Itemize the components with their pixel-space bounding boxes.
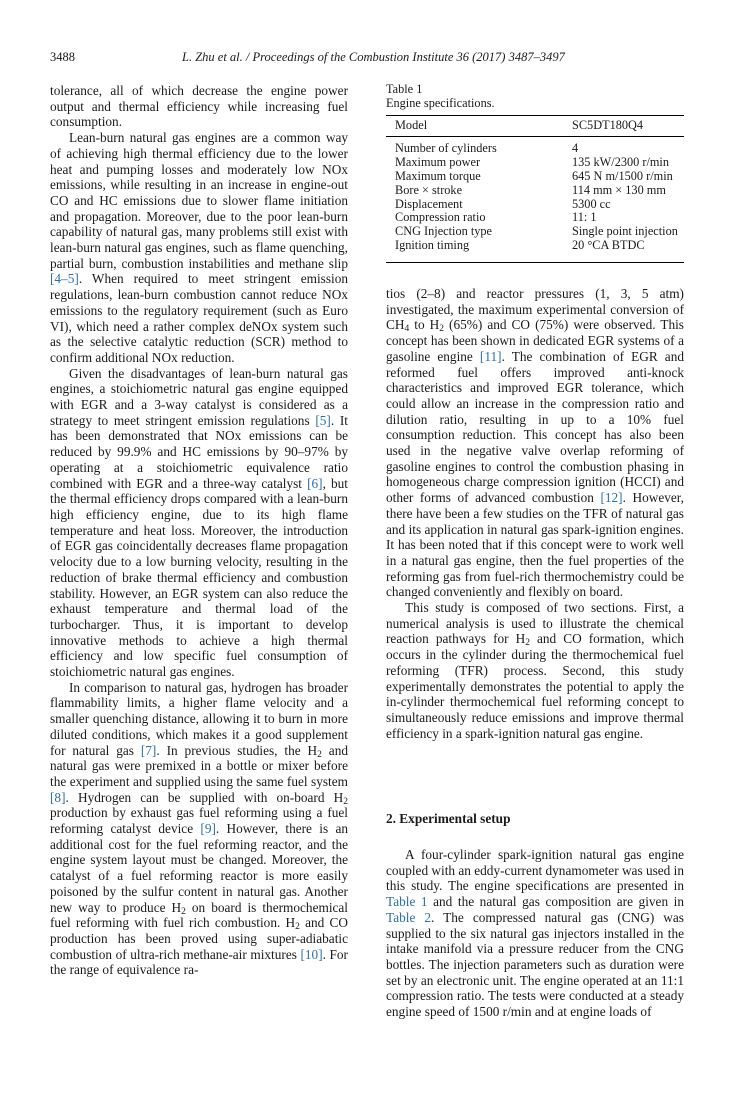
- column-header: SC5DT180Q4: [563, 116, 684, 137]
- citation-link[interactable]: Table 2: [386, 909, 432, 925]
- paragraph: Lean-burn natural gas engines are a common way of achieving high thermal efficiency due to the lower heat and pumping losses and moderately low NOx emissions, while resulting in an increase in engine-out CO and HC emissions due to slower flame initiation and propagation. Moreover, due to the poor lean-burn capability of natural gas, many problems still exist with lean-burn natural gas engines, such as flame quenching, partial burn, combustion instabilities and methane slip [4–5]. When required to meet stringent emission regulations, lean-burn combustion cannot reduce NOx emissions to the regulatory requirement (such as Euro VI), which need a rather complex deNOx system such as the selective catalytic reduction (SCR) method to confirm additional NOx reduction.: [50, 130, 348, 365]
- paragraph: Given the disadvantages of lean-burn natural gas engines, a stoichiometric natural gas engine equipped with EGR and a 3-way catalyst is considered as a strategy to meet stringent emission regulations [5]. It has been demonstrated that NOx emissions can be reduced by 99.9% and HC emissions by 90–97% by operating at a stoichiometric equivalence ratio combined with EGR and a three-way catalyst [6], but the thermal efficiency drops compared with a lean-burn high efficiency engine, due to its high flame temperature and heat loss. Moreover, the introduction of EGR gas coincidentally decreases flame propagation velocity due to a low burning velocity, resulting in the reduction of brake thermal efficiency and combustion stability. However, an EGR system can also reduce the exhaust temperature and thermal load of the turbocharger. Thus, it is important to develop innovative methods to achieve a high thermal efficiency and low specific fuel consumption of stoichiometric natural gas engines.: [50, 365, 349, 680]
- column-header: Model: [386, 116, 563, 137]
- table-row: [386, 239, 684, 262]
- citation-link[interactable]: [11]: [479, 348, 502, 364]
- table-cell: Single point injection: [572, 224, 678, 239]
- page-number: 3488: [50, 50, 75, 64]
- table-row: [386, 156, 684, 170]
- table-cell: 5300 cc: [572, 196, 611, 211]
- citation-link[interactable]: [8]: [50, 789, 66, 805]
- left-column: [50, 83, 348, 978]
- table-caption: [386, 82, 495, 111]
- table-cell: Displacement: [395, 196, 463, 211]
- table-label: Table 1: [386, 82, 423, 96]
- table-cell: 11: 1: [572, 210, 597, 225]
- table-cell: 20 °CA BTDC: [572, 238, 645, 253]
- citation-link[interactable]: [9]: [200, 821, 216, 837]
- table-cell: Ignition timing: [395, 238, 470, 253]
- table-cell: 645 N m/1500 r/min: [572, 168, 673, 183]
- engine-specifications-table: [386, 115, 684, 263]
- citation-link[interactable]: [6]: [307, 475, 323, 491]
- paragraph: This study is composed of two sections. First, a numerical analysis is used to illustrate the chemical reaction pathways for $H_2$ and CO formation, which occurs in the cylinder during the thermochemical fuel reforming (TFR) process. Second, this study experimentally demonstrates the potential to apply the in-cylinder thermochemical fuel reforming concept to simultaneously reduce emissions and improve thermal efficiency in a spark-ignition natural gas engine.: [386, 600, 684, 741]
- table-cell: 4: [572, 140, 579, 155]
- table-row: [386, 225, 684, 239]
- table-header-row: [386, 116, 684, 137]
- citation-link[interactable]: [5]: [315, 412, 331, 428]
- table-cell: Maximum torque: [395, 168, 481, 183]
- citation-link[interactable]: Table 1: [386, 894, 428, 910]
- paragraph: In comparison to natural gas, hydrogen has broader flammability limits, a higher flame velocity and a smaller quenching distance, allowing it to burn in more diluted conditions, which makes it a good supplement for natural gas [7]. In previous studies, the $H_2$ and natural gas were premixed in a bottle or mixer before the experiment and supplied using the same fuel system [8]. Hydrogen can be supplied with on-board $H_2$ production by exhaust gas fuel reforming using a fuel reforming catalyst device [9]. However, there is an additional cost for the fuel reforming reactor, and the engine system layout must be changed. Moreover, the catalyst of a fuel reforming reactor is more easily poisoned by the sulfur content in natural gas. Another new way to produce $H_2$ on board is thermochemical fuel reforming with fuel rich combustion. $H_2$ and CO production has been proved using super-adiabatic combustion of ultra-rich methane-air mixtures [10]. For the range of equivalence ra-: [50, 679, 349, 978]
- table-cell: 135 kW/2300 r/min: [572, 154, 670, 169]
- table-row: [386, 198, 684, 212]
- right-column: [386, 286, 684, 741]
- table-cell: Compression ratio: [395, 210, 486, 225]
- citation-link[interactable]: [10]: [300, 946, 323, 962]
- section-heading: 2. Experimental setup: [386, 811, 511, 826]
- table-cell: Bore × stroke: [395, 182, 463, 197]
- paragraph: A four-cylinder spark-ignition natural gas engine coupled with an eddy-current dynamometer was used in this study. The engine specifications are presented in Table 1 and the natural gas composition are given in Table 2. The compressed natural gas (CNG) was supplied to the six natural gas injectors installed in the intake manifold via a pressure reducer from the CNG bottles. The injection parameters such as duration were set by an electronic unit. The engine operated at an 11:1 compression ratio. The tests were conducted at a steady engine speed of 1500 r/min and at engine loads of: [386, 847, 684, 1020]
- table-row: [386, 170, 684, 184]
- table-title: Engine specifications.: [386, 96, 495, 111]
- paragraph: tios (2–8) and reactor pressures (1, 3, 5 atm) investigated, the maximum experimental conversion of $CH_4$ to $H_2$ (65%) and CO (75%) were observed. This concept has been shown in dedicated EGR systems of a gasoline engine [11]. The combination of EGR and reformed fuel offers improved anti-knock characteristics and improved EGR tolerance, which could allow an increase in the compression ratio and dilution ratio, resulting in up to a 10% fuel consumption reduction. This concept has also been used in the negative valve overlap reforming of gasoline engines to control the combustion phasing in homogeneous charge compression ignition (HCCI) and other forms of advanced combustion [12]. However, there have been a few studies on the TFR of natural gas and its application in natural gas spark-ignition engines. It has been noted that if this concept were to work well in a natural gas engine, then the fuel properties of the reforming gas from fuel-rich thermochemistry could be changed conveniently and flexibly on board.: [386, 286, 684, 600]
- table-cell: Maximum power: [395, 154, 481, 169]
- table-cell: Number of cylinders: [395, 140, 497, 155]
- table-row: [386, 136, 684, 155]
- citation-link[interactable]: [12]: [600, 490, 623, 506]
- journal-citation: L. Zhu et al. / Proceedings of the Combustion Institute 36 (2017) 3487–3497: [182, 50, 565, 64]
- table-row: [386, 211, 684, 225]
- table-cell: CNG Injection type: [395, 224, 492, 239]
- section-body: [386, 847, 684, 1020]
- table-cell: 114 mm × 130 mm: [572, 182, 666, 197]
- citation-link[interactable]: [4–5]: [50, 271, 79, 287]
- paragraph: tolerance, all of which decrease the engine power output and thermal efficiency while increasing fuel consumption.: [50, 83, 348, 130]
- citation-link[interactable]: [7]: [140, 742, 157, 758]
- table-row: [386, 184, 684, 198]
